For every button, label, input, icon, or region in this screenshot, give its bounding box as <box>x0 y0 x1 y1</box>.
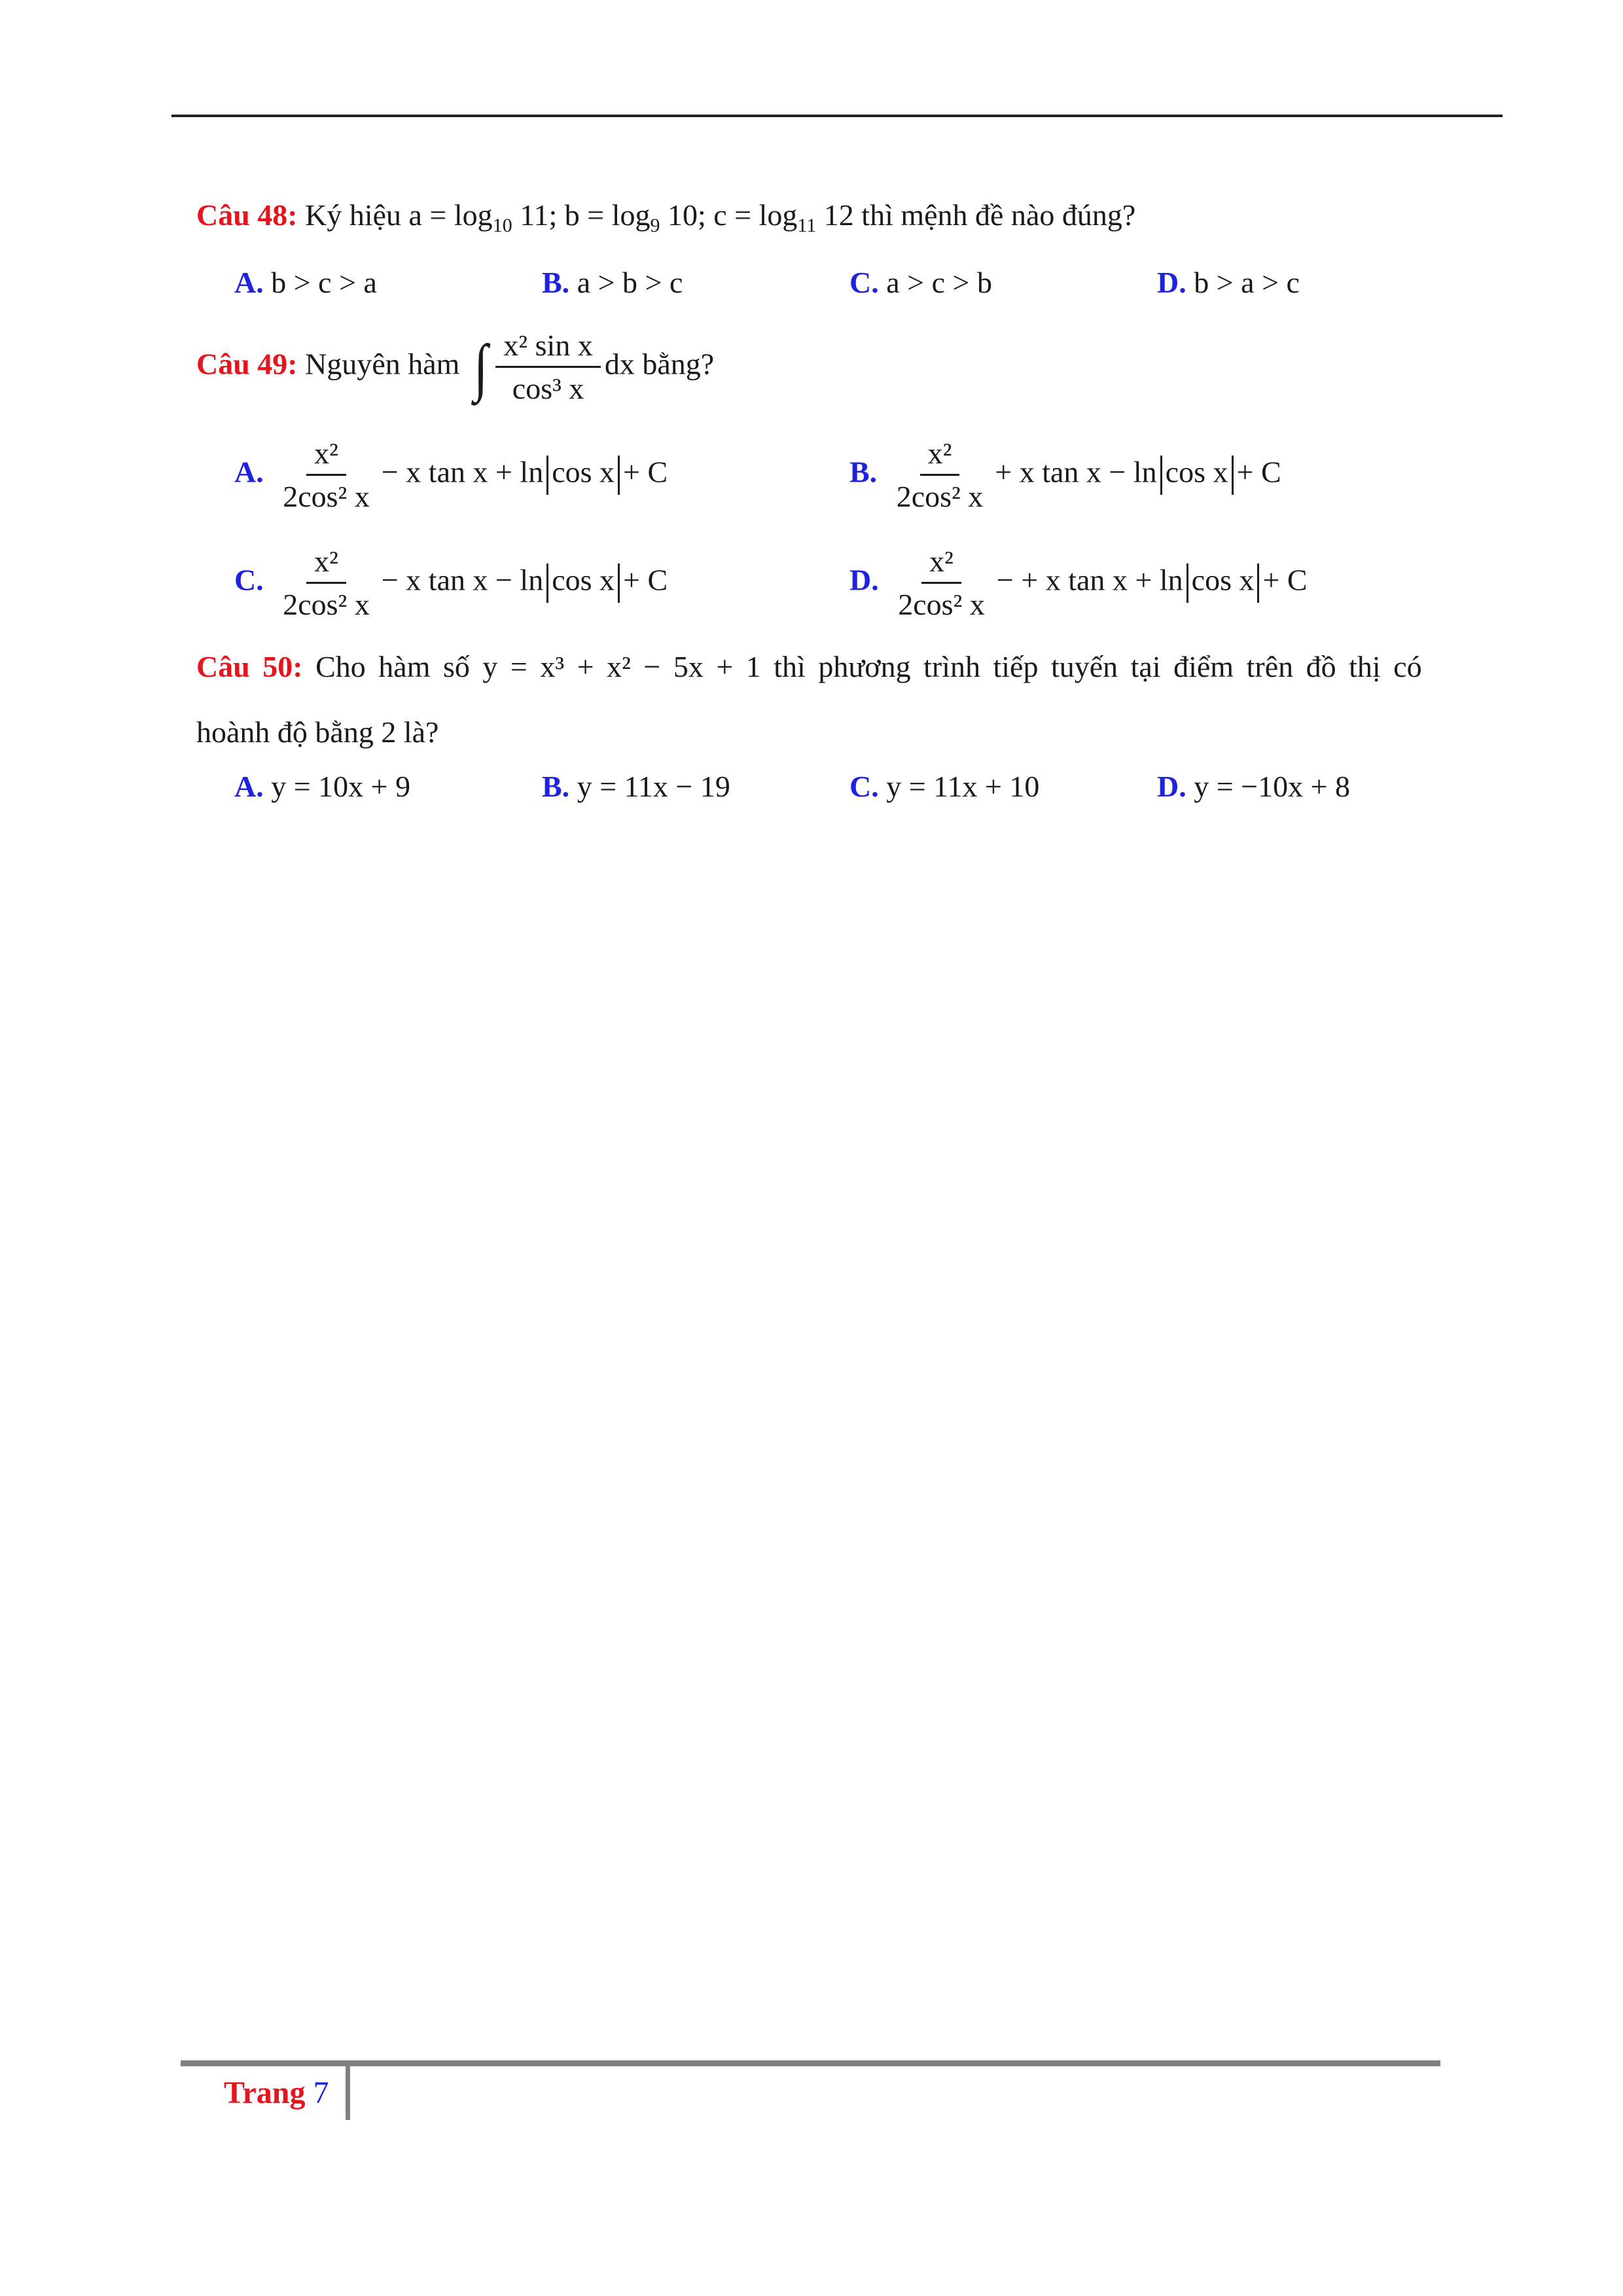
q48-option-a[interactable]: A. b > c > a <box>234 266 377 299</box>
page-number: 7 <box>313 2075 329 2110</box>
question-49 <box>196 327 714 406</box>
question-text: Nguyên hàm <box>305 347 460 381</box>
footer-rule <box>181 2060 1440 2066</box>
question-50 <box>196 648 1422 686</box>
footer-divider <box>346 2066 350 2120</box>
math-expression: y = x³ + x² − 5x + 1 <box>482 650 761 683</box>
integrand-fraction: $\frac{\text{x² sin x}}{\text{cos³ x}}$ <box>495 327 600 406</box>
question-number: Câu 48: <box>196 198 298 232</box>
q48-option-d[interactable]: D. b > a > c <box>1157 266 1300 299</box>
question-text-end: thì phương trình tiếp tuyến tại điểm trên đồ thị có <box>774 650 1422 683</box>
footer-label: Trang <box>224 2075 306 2110</box>
q49-option-b[interactable]: B. $\frac{\text{x²}}{\text{2cos² x}}$ + x tan x − ln cos x + C <box>849 437 1281 514</box>
question-text-end: thì mệnh đề nào đúng? <box>861 198 1136 232</box>
q48-option-c[interactable]: C. a > c > b <box>849 266 992 299</box>
dx: dx <box>604 347 635 381</box>
q50-option-b[interactable]: B. y = 11x − 19 <box>542 770 730 803</box>
q50-option-d[interactable]: D. y = −10x + 8 <box>1157 770 1351 803</box>
question-text-end: bằng? <box>642 347 715 381</box>
q49-option-c[interactable]: C. $\frac{\text{x²}}{\text{2cos² x}}$ − x tan x − ln cos x + C <box>234 545 668 622</box>
q50-option-a[interactable]: A. y = 10x + 9 <box>234 770 411 803</box>
question-48 <box>196 196 1136 237</box>
math-expression: $a = \log_{10} 11$; $b = \log_9 10$; $c = \log_{11} 12$ <box>408 198 854 237</box>
q48-option-b[interactable]: B. a > b > c <box>542 266 683 299</box>
q49-option-d[interactable]: D. $\frac{\text{x²}}{\text{2cos² x}}$ − + x tan x + ln cos x + C <box>849 545 1308 622</box>
q49-option-a[interactable]: A. $\frac{\text{x²}}{\text{2cos² x}}$ − x tan x + ln cos x + C <box>234 437 668 514</box>
header-rule <box>171 115 1503 117</box>
question-number: Câu 50: <box>196 650 303 683</box>
q50-option-c[interactable]: C. y = 11x + 10 <box>849 770 1040 803</box>
question-50-line2: hoành độ bằng 2 là? <box>196 715 439 749</box>
page-footer <box>224 2075 329 2111</box>
question-text: Ký hiệu <box>305 198 402 232</box>
question-text: Cho hàm số <box>315 650 470 683</box>
integral-sign: ∫ <box>473 331 488 403</box>
question-number: Câu 49: <box>196 347 298 381</box>
